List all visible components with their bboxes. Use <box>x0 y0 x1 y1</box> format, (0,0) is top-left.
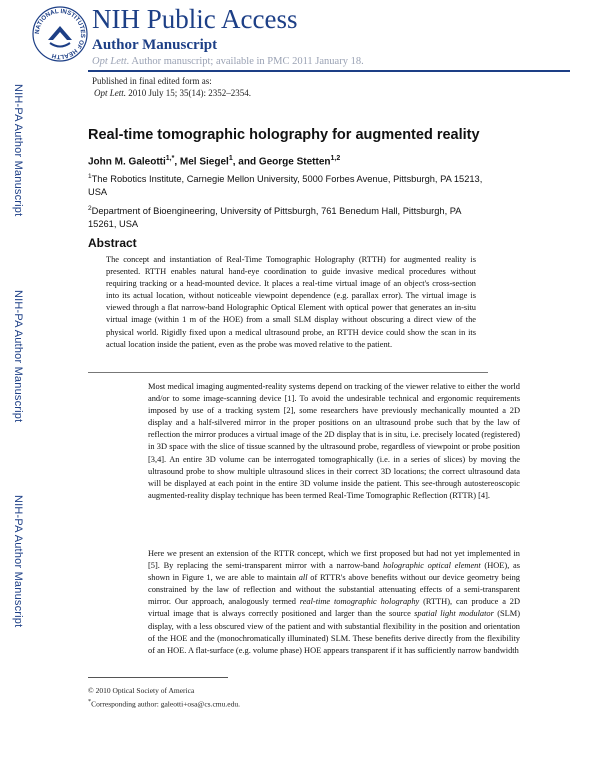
note-text: Author manuscript; available in PMC 2011 January 18. <box>129 56 364 67</box>
published-journal: Opt Lett. <box>94 88 127 98</box>
note-journal: Opt Lett. <box>92 56 130 67</box>
text-run: (HOE), as shown in Figure 1, we are able to maintain <box>148 561 520 583</box>
affiliation-mark: 2 <box>88 205 92 212</box>
affiliation <box>88 202 488 231</box>
footnote-mark: * <box>88 698 92 705</box>
body-paragraph: Most medical imaging augmented-reality systems depend on tracking of the viewer relative to either the world and/or to some image-scanning device [1]. To avoid the undesirable technical and ergonomic requirements imposed by use of a tracking system [2], some researchers have previously mechanically mounted a 2D display and a half-silvered mirror in the proper positions on an ultrasound probe such that by the law of reflection the mirror produces a virtual image of the 2D display that is in situ, i.e. precisely located (registered) in 3D space with the slice of tissue scanned by the ultrasound probe, regardless of viewpoint or probe position [3,4]. An entire 3D volume can be interrogated tomographically (i.e. in a series of slices) by moving the ultrasound probe to show multiple ultrasound slices in their correct 3D locations; the correct ultrasound data will be displayed at each point in the entire 3D volume inside the patient. This see-through autostereoscopic augmented-reality display technique has been termed Real-Time Tomographic Reflection (RTTR) [4]. <box>148 382 520 500</box>
author-affiliation-mark: 1,2 <box>330 155 341 162</box>
abstract-heading: Abstract <box>88 236 137 250</box>
published-info <box>92 75 251 99</box>
author-name: , Mel Siegel <box>174 156 229 168</box>
emphasis: all <box>298 573 308 583</box>
author-affiliation-mark: 1,* <box>165 155 175 162</box>
copyright-note: © 2010 Optical Society of America <box>88 686 195 695</box>
article-title: Real-time tomographic holography for augmented reality <box>88 127 480 143</box>
author-name: , and George Stetten <box>232 156 331 168</box>
author-name: John M. Galeotti <box>88 156 166 168</box>
corresponding-text: Corresponding author: galeotti+osa@cs.cmu.edu. <box>91 699 240 709</box>
abstract-divider <box>88 372 488 373</box>
affiliation-text: The Robotics Institute, Carnegie Mellon University, 5000 Forbes Avenue, Pittsburgh, PA 15213, USA <box>88 174 483 198</box>
author-affiliation-mark: 1 <box>228 155 233 162</box>
affiliation-text: Department of Bioengineering, University of Pittsburgh, 761 Benedum Hall, Pittsburgh, PA 15261, USA <box>88 206 461 230</box>
text-run: Here we present an extension of the RTTR concept, which we first proposed but had not yet implemented in [5]. By replacing the semi-transparent mirror with a narrow-band <box>148 549 520 571</box>
sidebar-label: NIH-PA Author Manuscript <box>12 495 24 628</box>
sidebar-label: NIH-PA Author Manuscript <box>12 84 24 217</box>
emphasis: spatial light modulator <box>414 609 494 619</box>
author-list <box>88 155 568 167</box>
nih-logo <box>32 6 88 62</box>
text-run: (SLM) display, with a less obscured view of the patient and with substantial flexibility in the position and orientation of the HOE and the (monochromatically illuminated) SLM. These benefits derive directly from the flexibility of an HOE. A flat-surface (e.g. volume phase) HOE appears transparent if it has sufficiently narrow bandwidth <box>148 609 520 655</box>
affiliation <box>88 170 488 199</box>
body-paragraph <box>148 548 520 657</box>
emphasis: real-time tomographic holography <box>299 597 420 607</box>
header-divider <box>88 70 570 72</box>
footnote-divider <box>88 677 228 678</box>
published-details: 2010 July 15; 35(14): 2352–2354. <box>126 88 252 98</box>
sidebar-label: NIH-PA Author Manuscript <box>12 290 24 423</box>
svg-text:NATIONAL INSTITUTES OF HEALTH: NATIONAL INSTITUTES OF HEALTH <box>33 7 87 61</box>
availability-note <box>92 56 364 67</box>
abstract-text: The concept and instantiation of Real-Time Tomographic Holography (RTTH) for augmented reality is presented. RTTH enables natural hand-eye coordination to guide invasive medical procedures without requiring tracking or a head-mounted device. It places a real-time virtual image of an object's cross-section into its actual location, without noticeable viewpoint dependence (e.g. parallax error). The virtual image is viewed through a flat narrow-band Holographic Optical Element with optical power that generates an in-situ virtual image (within 1 m of the HOE) from a small SLM display without obscuring a direct view of the physical world. Rigidly fixed upon a medical ultrasound probe, an RTTH device could show the scan in its actual location inside the patient, even as the probe was moved relative to the patient. <box>106 255 476 349</box>
header-subtitle: Author Manuscript <box>92 37 218 53</box>
text-run: (RTTH), can produce a 2D virtual image that is always correctly positioned and larger than the source <box>148 597 520 619</box>
header-title: NIH Public Access <box>92 4 298 34</box>
published-line: Published in final edited form as: <box>92 76 212 86</box>
published-citation <box>92 87 251 99</box>
corresponding-author-note <box>88 698 240 709</box>
text-run: of RTTR's above benefits without our device geometry being constrained by the law of reflection and without the substantial attenuating effects of a semi-transparent mirror. Our approach, analogously termed <box>148 573 520 607</box>
emphasis: holographic optical element <box>383 561 481 571</box>
affiliation-mark: 1 <box>88 173 92 180</box>
